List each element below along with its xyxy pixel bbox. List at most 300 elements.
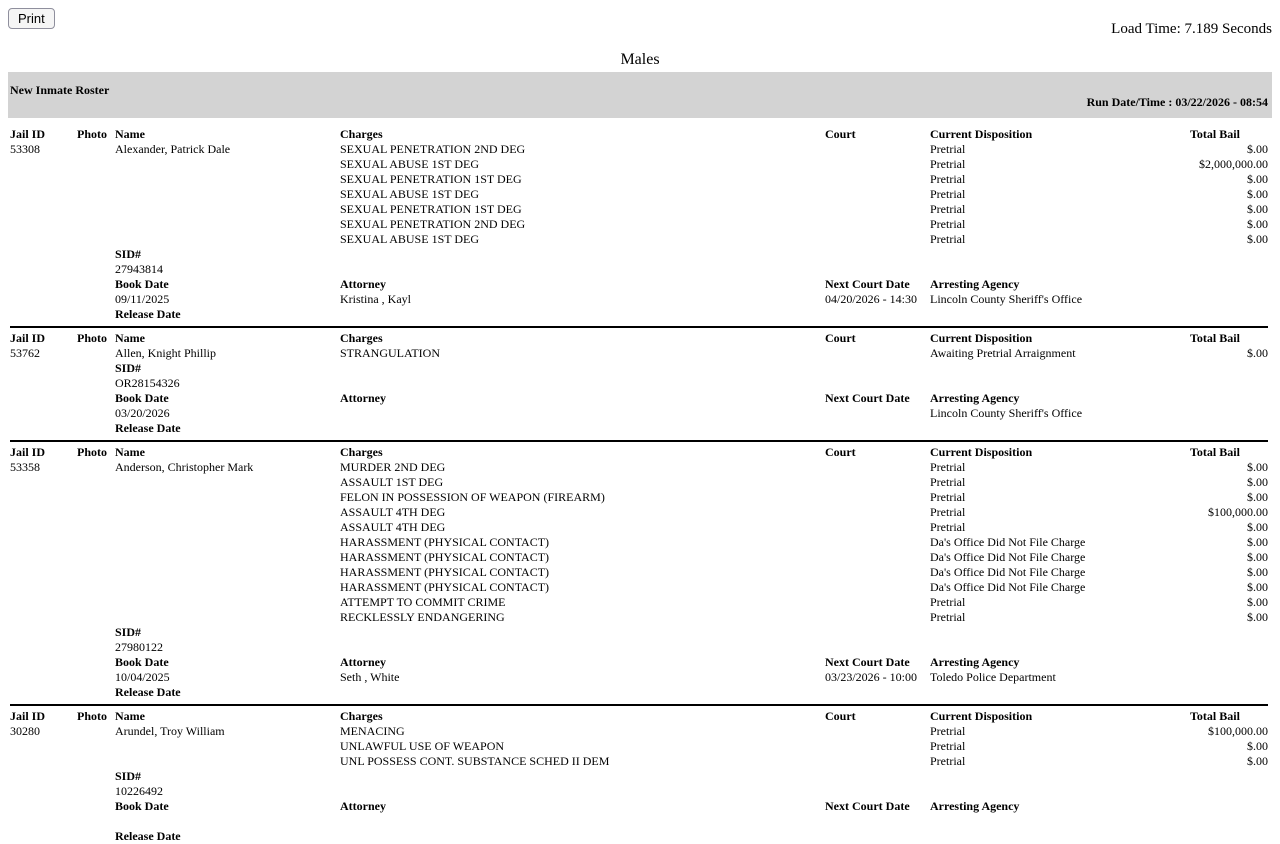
- disposition-value: Da's Office Did Not File Charge: [930, 550, 1086, 564]
- spacer: [10, 670, 77, 685]
- spacer: [10, 247, 77, 262]
- inmate-name: [115, 187, 340, 202]
- inmate-record: [10, 445, 1268, 700]
- inmate-name: [115, 754, 340, 769]
- disposition-value: Da's Office Did Not File Charge: [930, 535, 1086, 549]
- jail-id-value: [10, 550, 77, 565]
- column-header-jail-id: Jail ID: [10, 445, 46, 459]
- sid-label: SID#: [115, 361, 142, 375]
- record-divider: [10, 704, 1268, 706]
- release-date-value: [340, 421, 825, 436]
- court-value: [825, 610, 930, 625]
- disposition-value: Da's Office Did Not File Charge: [930, 580, 1086, 594]
- column-header-charges: Charges: [340, 127, 383, 141]
- charge-row: [10, 460, 1268, 475]
- photo-cell: [77, 565, 115, 580]
- arresting-agency-value: [930, 814, 1190, 829]
- next-court-date-value: 03/23/2026 - 10:00: [825, 670, 917, 684]
- court-value: [825, 565, 930, 580]
- jail-id-value: 30280: [10, 724, 40, 738]
- arresting-agency-value: Lincoln County Sheriff's Office: [930, 292, 1083, 306]
- court-value: [825, 535, 930, 550]
- next-court-date-label: Next Court Date: [825, 655, 910, 669]
- spacer: [10, 361, 77, 376]
- bail-value: $.00: [1247, 475, 1268, 489]
- inmate-name: Anderson, Christopher Mark: [115, 460, 254, 474]
- charge-item: ASSAULT 1ST DEG: [340, 475, 444, 489]
- book-date-value: 09/11/2025: [115, 292, 170, 306]
- disposition-value: Pretrial: [930, 142, 966, 156]
- jail-id-value: 53762: [10, 346, 40, 360]
- spacer: [77, 292, 115, 307]
- top-bar: [8, 8, 1272, 72]
- disposition-value: Pretrial: [930, 202, 966, 216]
- disposition-value: Pretrial: [930, 217, 966, 231]
- jail-id-value: [10, 187, 77, 202]
- inmate-name: [115, 232, 340, 247]
- column-header-name: Name: [115, 445, 145, 459]
- attorney-value: [340, 814, 825, 829]
- column-header-jail-id: Jail ID: [10, 709, 46, 723]
- charge-item: HARASSMENT (PHYSICAL CONTACT): [340, 550, 550, 564]
- disposition-value: Pretrial: [930, 460, 966, 474]
- inmate-name: [115, 565, 340, 580]
- arresting-agency-label: Arresting Agency: [930, 277, 1020, 291]
- arresting-agency-value: Toledo Police Department: [930, 670, 1056, 684]
- column-header-court: Court: [825, 709, 856, 723]
- charge-item: HARASSMENT (PHYSICAL CONTACT): [340, 580, 550, 594]
- jail-id-value: [10, 610, 77, 625]
- spacer: [10, 640, 77, 655]
- inmate-name: [115, 550, 340, 565]
- bail-value: $.00: [1247, 520, 1268, 534]
- spacer: [77, 262, 115, 277]
- next-court-date-value: [825, 406, 930, 421]
- spacer: [77, 640, 115, 655]
- bail-value: $.00: [1247, 187, 1268, 201]
- spacer: [77, 685, 115, 700]
- arresting-agency-label: Arresting Agency: [930, 799, 1020, 813]
- bail-value: $.00: [1247, 346, 1268, 360]
- page-title: Males: [620, 51, 660, 68]
- charge-row: [10, 520, 1268, 535]
- spacer: [10, 292, 77, 307]
- charge-item: ASSAULT 4TH DEG: [340, 520, 446, 534]
- report-header-bar: [8, 72, 1272, 118]
- sid-value-row: [10, 376, 1268, 391]
- photo-cell: [77, 739, 115, 754]
- column-header-current-disposition: Current Disposition: [930, 445, 1033, 459]
- court-value: [825, 187, 930, 202]
- spacer: [77, 814, 115, 829]
- next-court-date-label: Next Court Date: [825, 277, 910, 291]
- photo-cell: [77, 157, 115, 172]
- inmate-name: [115, 535, 340, 550]
- charge-item: SEXUAL PENETRATION 2ND DEG: [340, 142, 526, 156]
- charge-row: [10, 490, 1268, 505]
- court-value: [825, 217, 930, 232]
- court-value: [825, 520, 930, 535]
- disposition-value: Pretrial: [930, 739, 966, 753]
- inmate-name: [115, 172, 340, 187]
- book-date-value: 03/20/2026: [115, 406, 170, 420]
- charge-item: MURDER 2ND DEG: [340, 460, 446, 474]
- disposition-value: Pretrial: [930, 754, 966, 768]
- run-datetime: Run Date/Time : 03/22/2026 - 08:54: [1086, 95, 1268, 109]
- sid-label-row: [10, 361, 1268, 376]
- court-value: [825, 550, 930, 565]
- disposition-value: Pretrial: [930, 172, 966, 186]
- photo-cell: [77, 232, 115, 247]
- charge-row: [10, 172, 1268, 187]
- charge-row: [10, 724, 1268, 739]
- court-value: [825, 580, 930, 595]
- charge-row: [10, 535, 1268, 550]
- spacer: [1190, 292, 1268, 307]
- charge-item: STRANGULATION: [340, 346, 440, 360]
- column-header-photo: Photo: [77, 709, 107, 723]
- spacer: [77, 307, 115, 322]
- record-divider: [10, 440, 1268, 442]
- inmate-name: [115, 580, 340, 595]
- release-date-row: [10, 685, 1268, 700]
- inmate-name: [115, 595, 340, 610]
- photo-cell: [77, 610, 115, 625]
- charge-row: [10, 754, 1268, 769]
- jail-id-value: [10, 580, 77, 595]
- inmate-record: [10, 331, 1268, 436]
- attorney-value: [340, 406, 825, 421]
- jail-id-value: 53308: [10, 142, 40, 156]
- charge-item: MENACING: [340, 724, 405, 738]
- release-date-label: Release Date: [115, 307, 181, 321]
- sid-label: SID#: [115, 769, 142, 783]
- inmate-record: [10, 709, 1268, 844]
- court-value: [825, 595, 930, 610]
- disposition-value: Pretrial: [930, 610, 966, 624]
- release-date-label: Release Date: [115, 421, 181, 435]
- charge-item: SEXUAL PENETRATION 2ND DEG: [340, 217, 526, 231]
- sid-label: SID#: [115, 625, 142, 639]
- spacer: [10, 829, 77, 844]
- disposition-value: Pretrial: [930, 505, 966, 519]
- bail-value: $.00: [1247, 565, 1268, 579]
- arresting-agency-label: Arresting Agency: [930, 391, 1020, 405]
- spacer: [10, 406, 77, 421]
- release-date-label: Release Date: [115, 829, 181, 843]
- spacer: [77, 361, 115, 376]
- release-date-row: [10, 829, 1268, 844]
- jail-id-value: [10, 565, 77, 580]
- sid-label: SID#: [115, 247, 142, 261]
- spacer: [1190, 670, 1268, 685]
- spacer: [1190, 814, 1268, 829]
- spacer: [1190, 391, 1268, 406]
- court-value: [825, 739, 930, 754]
- bail-value: $100,000.00: [1208, 724, 1268, 738]
- column-header-charges: Charges: [340, 331, 383, 345]
- column-header-name: Name: [115, 709, 145, 723]
- spacer: [1190, 655, 1268, 670]
- detail-labels-row: [10, 277, 1268, 292]
- photo-cell: [77, 490, 115, 505]
- spacer: [77, 655, 115, 670]
- spacer: [77, 247, 115, 262]
- bail-value: $.00: [1247, 172, 1268, 186]
- report-name: New Inmate Roster: [10, 83, 110, 97]
- disposition-value: Pretrial: [930, 475, 966, 489]
- court-value: [825, 460, 930, 475]
- spacer: [77, 391, 115, 406]
- detail-labels-row: [10, 391, 1268, 406]
- report-page: [8, 8, 1272, 844]
- disposition-value: Da's Office Did Not File Charge: [930, 565, 1086, 579]
- charge-row: [10, 475, 1268, 490]
- charge-item: SEXUAL ABUSE 1ST DEG: [340, 157, 480, 171]
- sid-value: 27980122: [115, 640, 163, 654]
- charge-item: RECKLESSLY ENDANGERING: [340, 610, 505, 624]
- inmate-name: Arundel, Troy William: [115, 724, 225, 738]
- jail-id-value: [10, 505, 77, 520]
- column-header-current-disposition: Current Disposition: [930, 709, 1033, 723]
- attorney-label: Attorney: [340, 655, 386, 669]
- photo-cell: [77, 505, 115, 520]
- bail-value: $.00: [1247, 580, 1268, 594]
- column-header-current-disposition: Current Disposition: [930, 127, 1033, 141]
- spacer: [77, 421, 115, 436]
- detail-labels-row: [10, 799, 1268, 814]
- inmate-roster: [8, 118, 1272, 844]
- inmate-name: [115, 739, 340, 754]
- bail-value: $.00: [1247, 142, 1268, 156]
- column-header-name: Name: [115, 127, 145, 141]
- bail-value: $2,000,000.00: [1199, 157, 1268, 171]
- jail-id-value: [10, 739, 77, 754]
- bail-value: $.00: [1247, 232, 1268, 246]
- inmate-name: [115, 202, 340, 217]
- bail-value: $.00: [1247, 550, 1268, 564]
- charge-row: [10, 505, 1268, 520]
- sid-label-row: [10, 625, 1268, 640]
- record-divider: [10, 326, 1268, 328]
- column-header-court: Court: [825, 331, 856, 345]
- sid-label-row: [10, 247, 1268, 262]
- charge-row: [10, 232, 1268, 247]
- column-header-total-bail: Total Bail: [1190, 331, 1240, 345]
- column-header-current-disposition: Current Disposition: [930, 331, 1033, 345]
- photo-cell: [77, 754, 115, 769]
- charge-row: [10, 202, 1268, 217]
- charge-item: ATTEMPT TO COMMIT CRIME: [340, 595, 506, 609]
- charge-item: SEXUAL PENETRATION 1ST DEG: [340, 202, 522, 216]
- spacer: [1190, 799, 1268, 814]
- charge-item: HARASSMENT (PHYSICAL CONTACT): [340, 535, 550, 549]
- court-value: [825, 490, 930, 505]
- jail-id-value: 53358: [10, 460, 40, 474]
- jail-id-value: [10, 217, 77, 232]
- print-button[interactable]: Print: [8, 8, 55, 29]
- spacer: [10, 307, 77, 322]
- inmate-name: [115, 217, 340, 232]
- spacer: [1190, 406, 1268, 421]
- release-date-row: [10, 307, 1268, 322]
- attorney-label: Attorney: [340, 391, 386, 405]
- disposition-value: Pretrial: [930, 490, 966, 504]
- sid-label-row: [10, 769, 1268, 784]
- sid-value-row: [10, 784, 1268, 799]
- column-header-total-bail: Total Bail: [1190, 709, 1240, 723]
- bail-value: $.00: [1247, 535, 1268, 549]
- charge-row: [10, 565, 1268, 580]
- spacer: [77, 799, 115, 814]
- photo-cell: [77, 187, 115, 202]
- spacer: [10, 784, 77, 799]
- court-value: [825, 157, 930, 172]
- column-header-total-bail: Total Bail: [1190, 445, 1240, 459]
- inmate-name: [115, 157, 340, 172]
- arresting-agency-label: Arresting Agency: [930, 655, 1020, 669]
- next-court-date-value: [825, 814, 930, 829]
- book-date-label: Book Date: [115, 655, 169, 669]
- court-value: [825, 505, 930, 520]
- load-time-text: Load Time: 7.189 Seconds: [1111, 21, 1272, 37]
- photo-cell: [77, 142, 115, 157]
- photo-cell: [77, 580, 115, 595]
- bail-value: $.00: [1247, 595, 1268, 609]
- spacer: [10, 391, 77, 406]
- sid-value-row: [10, 640, 1268, 655]
- sid-value: 10226492: [115, 784, 163, 798]
- disposition-value: Pretrial: [930, 187, 966, 201]
- attorney-label: Attorney: [340, 799, 386, 813]
- release-date-value: [340, 829, 825, 844]
- photo-cell: [77, 475, 115, 490]
- bail-value: $100,000.00: [1208, 505, 1268, 519]
- column-header-court: Court: [825, 445, 856, 459]
- bail-value: $.00: [1247, 217, 1268, 231]
- book-date-label: Book Date: [115, 799, 169, 813]
- column-header-jail-id: Jail ID: [10, 127, 46, 141]
- photo-cell: [77, 520, 115, 535]
- column-header-photo: Photo: [77, 127, 107, 141]
- spacer: [10, 421, 77, 436]
- column-header-court: Court: [825, 127, 856, 141]
- charge-item: UNL POSSESS CONT. SUBSTANCE SCHED II DEM: [340, 754, 610, 768]
- bail-value: $.00: [1247, 610, 1268, 624]
- court-value: [825, 142, 930, 157]
- next-court-date-label: Next Court Date: [825, 799, 910, 813]
- bail-value: $.00: [1247, 460, 1268, 474]
- inmate-name: [115, 610, 340, 625]
- spacer: [77, 784, 115, 799]
- column-header-photo: Photo: [77, 331, 107, 345]
- photo-cell: [77, 724, 115, 739]
- spacer: [10, 685, 77, 700]
- inmate-name: Allen, Knight Phillip: [115, 346, 217, 360]
- disposition-value: Pretrial: [930, 520, 966, 534]
- book-date-value: 10/04/2025: [115, 670, 170, 684]
- column-header-total-bail: Total Bail: [1190, 127, 1240, 141]
- spacer: [10, 625, 77, 640]
- attorney-value: Kristina , Kayl: [340, 292, 411, 306]
- sid-value: OR28154326: [115, 376, 180, 390]
- charge-item: ASSAULT 4TH DEG: [340, 505, 446, 519]
- charge-row: [10, 157, 1268, 172]
- disposition-value: Pretrial: [930, 724, 966, 738]
- spacer: [77, 670, 115, 685]
- release-date-label: Release Date: [115, 685, 181, 699]
- inmate-name: Alexander, Patrick Dale: [115, 142, 231, 156]
- book-date-label: Book Date: [115, 391, 169, 405]
- jail-id-value: [10, 202, 77, 217]
- bail-value: $.00: [1247, 754, 1268, 768]
- charge-item: SEXUAL ABUSE 1ST DEG: [340, 187, 480, 201]
- court-value: [825, 346, 930, 361]
- inmate-name: [115, 475, 340, 490]
- jail-id-value: [10, 475, 77, 490]
- bail-value: $.00: [1247, 202, 1268, 216]
- jail-id-value: [10, 520, 77, 535]
- spacer: [10, 277, 77, 292]
- photo-cell: [77, 595, 115, 610]
- next-court-date-value: 04/20/2026 - 14:30: [825, 292, 917, 306]
- photo-cell: [77, 535, 115, 550]
- spacer: [77, 406, 115, 421]
- photo-cell: [77, 217, 115, 232]
- court-value: [825, 724, 930, 739]
- disposition-value: Pretrial: [930, 157, 966, 171]
- column-header-charges: Charges: [340, 709, 383, 723]
- attorney-value: Seth , White: [340, 670, 400, 684]
- photo-cell: [77, 346, 115, 361]
- jail-id-value: [10, 172, 77, 187]
- jail-id-value: [10, 754, 77, 769]
- charge-item: HARASSMENT (PHYSICAL CONTACT): [340, 565, 550, 579]
- spacer: [10, 814, 77, 829]
- detail-labels-row: [10, 655, 1268, 670]
- spacer: [77, 625, 115, 640]
- attorney-label: Attorney: [340, 277, 386, 291]
- column-header-photo: Photo: [77, 445, 107, 459]
- bail-value: $.00: [1247, 490, 1268, 504]
- detail-values-row: [10, 670, 1268, 685]
- record-column-headers: [10, 709, 1268, 724]
- record-column-headers: [10, 127, 1268, 142]
- release-date-row: [10, 421, 1268, 436]
- court-value: [825, 475, 930, 490]
- charge-row: [10, 217, 1268, 232]
- release-date-value: [340, 685, 825, 700]
- column-header-jail-id: Jail ID: [10, 331, 46, 345]
- next-court-date-label: Next Court Date: [825, 391, 910, 405]
- disposition-value: Awaiting Pretrial Arraignment: [930, 346, 1076, 360]
- charge-item: FELON IN POSSESSION OF WEAPON (FIREARM): [340, 490, 605, 504]
- spacer: [77, 829, 115, 844]
- jail-id-value: [10, 232, 77, 247]
- inmate-record: [10, 127, 1268, 322]
- charge-row: [10, 142, 1268, 157]
- spacer: [10, 655, 77, 670]
- disposition-value: Pretrial: [930, 232, 966, 246]
- book-date-value: [115, 814, 340, 829]
- book-date-label: Book Date: [115, 277, 169, 291]
- court-value: [825, 232, 930, 247]
- charge-row: [10, 739, 1268, 754]
- detail-values-row: [10, 814, 1268, 829]
- sid-value-row: [10, 262, 1268, 277]
- spacer: [77, 277, 115, 292]
- inmate-name: [115, 505, 340, 520]
